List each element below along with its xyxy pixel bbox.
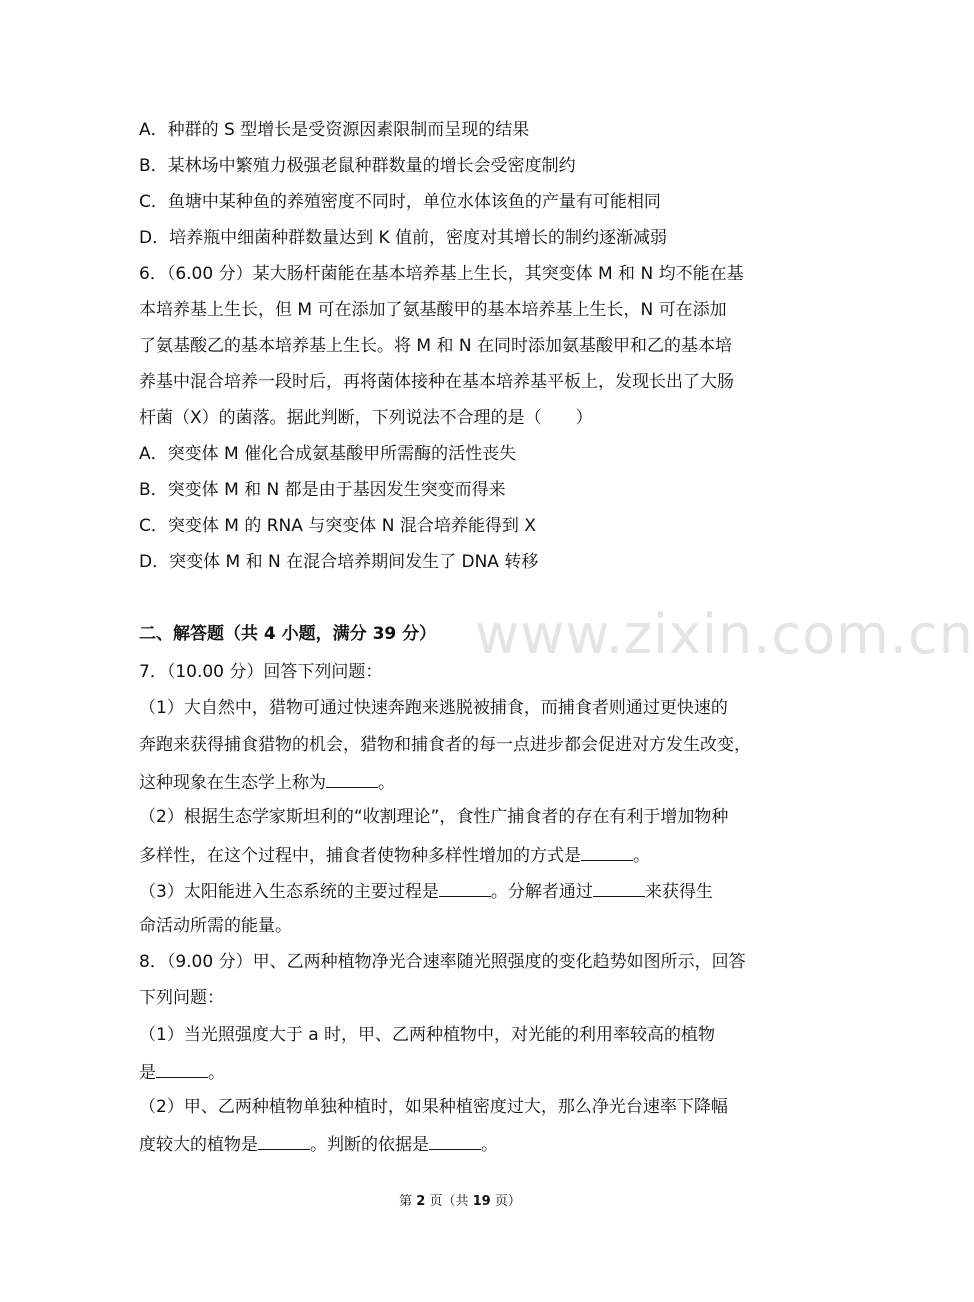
q8-part2-line-2 — [139, 1133, 498, 1155]
answer-blank — [429, 1133, 481, 1150]
watermark: www.zixin.com.cn — [475, 603, 974, 666]
answer-blank — [581, 844, 633, 861]
q8-stem-line-2: 下列问题： — [139, 988, 224, 1008]
answer-blank — [439, 880, 491, 897]
q6-option-a: A．突变体 M 催化合成氨基酸甲所需酶的活性丧失 — [139, 444, 517, 464]
q5-option-c: C．鱼塘中某种鱼的养殖密度不同时，单位水体该鱼的产量有可能相同 — [139, 192, 661, 212]
q5-option-b: B．某林场中繁殖力极强老鼠种群数量的增长会受密度制约 — [139, 156, 576, 176]
q7-part2-end: 。 — [633, 846, 650, 866]
page-number: 2 — [416, 1194, 426, 1209]
footer-suffix: 页） — [490, 1194, 521, 1209]
q7-part3-line-2: 命活动所需的能量。 — [139, 916, 292, 936]
footer-mid: 页（共 — [425, 1194, 473, 1209]
q8-part2-text-a: 度较大的植物是 — [139, 1135, 258, 1155]
q7-part2-line-1: （2）根据生态学家斯坦利的“收割理论”，食性广捕食者的存在有利于增加物种 — [139, 807, 729, 827]
answer-blank — [593, 880, 645, 897]
q6-option-d: D．突变体 M 和 N 在混合培养期间发生了 DNA 转移 — [139, 552, 539, 572]
q6-option-c: C．突变体 M 的 RNA 与突变体 N 混合培养能得到 X — [139, 516, 536, 536]
q8-part2-line-1: （2）甲、乙两种植物单独种植时，如果种植密度过大，那么净光台速率下降幅 — [139, 1097, 728, 1117]
q7-part3-text-a: （3）太阳能进入生态系统的主要过程是 — [139, 882, 439, 902]
q7-part2-line-2 — [139, 844, 650, 866]
q7-part1-end: 。 — [378, 773, 395, 793]
q7-part1-line-3 — [139, 771, 395, 793]
q7-part1-text: 这种现象在生态学上称为 — [139, 773, 326, 793]
q6-stem-line-4: 养基中混合培养一段时后，再将菌体接种在基本培养基平板上，发现长出了大肠 — [139, 372, 734, 392]
q6-option-b: B．突变体 M 和 N 都是由于基因发生突变而得来 — [139, 480, 506, 500]
answer-blank — [326, 771, 378, 788]
q8-stem-line-1: 8．（9.00 分）甲、乙两种植物净光合速率随光照强度的变化趋势如图所示，回答 — [139, 952, 746, 972]
answer-blank — [258, 1133, 310, 1150]
q7-stem: 7．（10.00 分）回答下列问题： — [139, 662, 383, 682]
q7-part3-text-c: 来获得生 — [644, 882, 713, 902]
q7-part3-text-b: 。分解者通过 — [490, 882, 593, 902]
q8-part1-text: 是 — [139, 1063, 156, 1083]
q7-part1-line-2: 奔跑来获得捕食猎物的机会，猎物和捕食者的每一点进步都会促进对方发生改变， — [139, 735, 751, 755]
q5-option-d: D．培养瓶中细菌种群数量达到 K 值前，密度对其增长的制约逐渐减弱 — [139, 228, 668, 248]
q6-stem-line-1: 6．（6.00 分）某大肠杆菌能在基本培养基上生长，其突变体 M 和 N 均不能在基 — [139, 264, 744, 284]
q8-part1-line-1: （1）当光照强度大于 a 时，甲、乙两种植物中，对光能的利用率较高的植物 — [139, 1025, 716, 1045]
q7-part2-text: 多样性，在这个过程中，捕食者使物种多样性增加的方式是 — [139, 846, 581, 866]
q8-part1-line-2 — [139, 1061, 225, 1083]
q8-part2-end: 。 — [481, 1135, 498, 1155]
page-total: 19 — [472, 1194, 491, 1209]
page-footer — [0, 1190, 920, 1209]
answer-blank — [156, 1061, 208, 1078]
q6-stem-line-5: 杆菌（X）的菌落。据此判断，下列说法不合理的是（ ） — [139, 408, 593, 428]
q7-part3-line-1 — [139, 880, 713, 902]
q7-part1-line-1: （1）大自然中，猎物可通过快速奔跑来逃脱被捕食，而捕食者则通过更快速的 — [139, 698, 728, 718]
q6-stem-line-2: 本培养基上生长，但 M 可在添加了氨基酸甲的基本培养基上生长，N 可在添加 — [139, 300, 727, 320]
section-title: 二、解答题（共 4 小题，满分 39 分） — [139, 624, 437, 644]
q8-part2-text-b: 。判断的依据是 — [310, 1135, 429, 1155]
q5-option-a: A．种群的 S 型增长是受资源因素限制而呈现的结果 — [139, 120, 530, 140]
q8-part1-end: 。 — [208, 1063, 225, 1083]
q6-stem-line-3: 了氨基酸乙的基本培养基上生长。将 M 和 N 在同时添加氨基酸甲和乙的基本培 — [139, 336, 732, 356]
footer-prefix: 第 — [399, 1194, 417, 1209]
